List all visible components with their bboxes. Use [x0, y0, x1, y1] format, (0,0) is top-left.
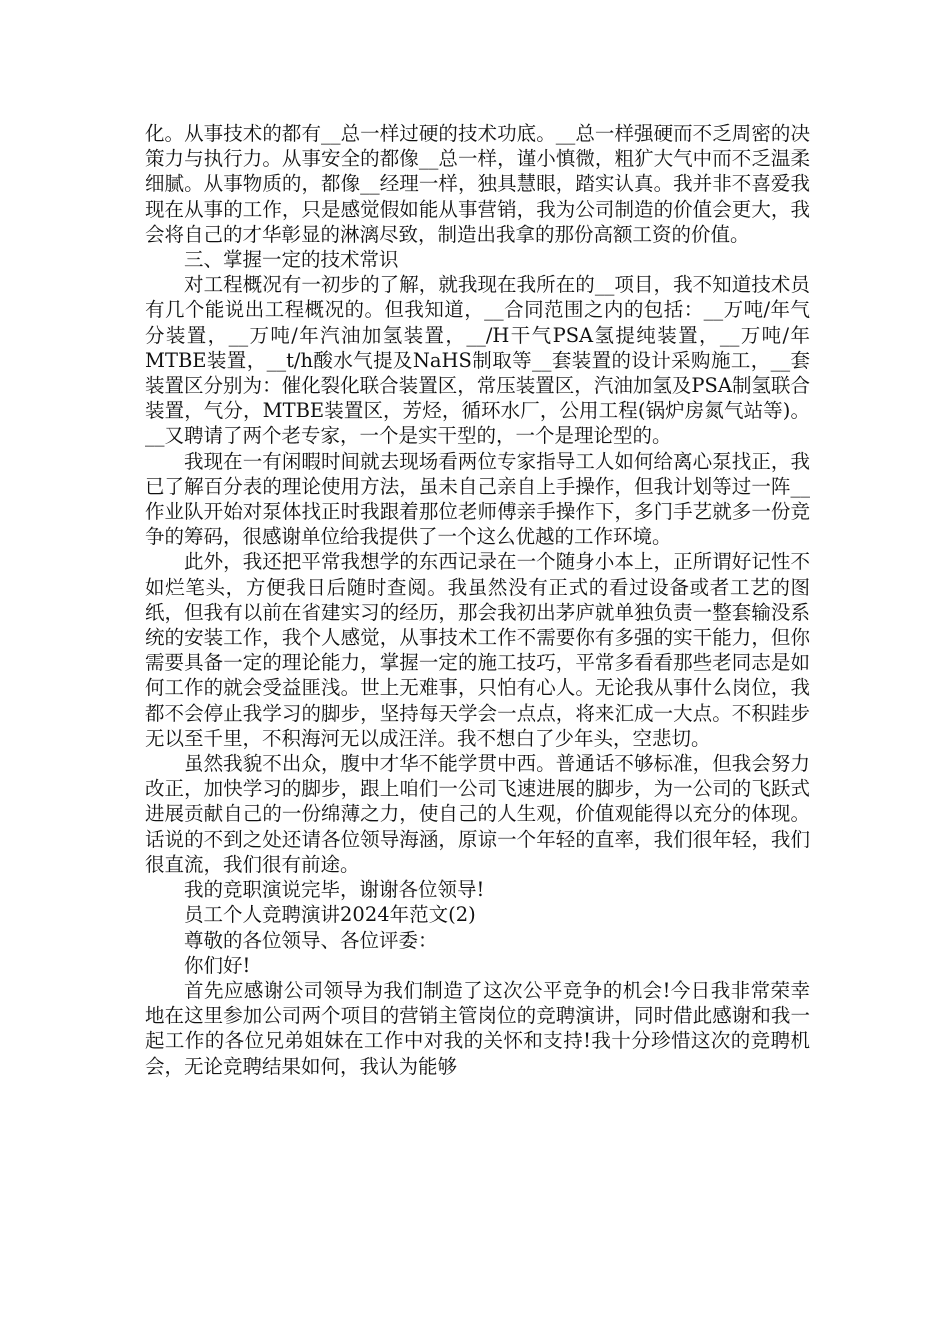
document-page	[145, 121, 810, 1079]
salutation-leaders: 尊敬的各位领导、各位评委：	[184, 928, 438, 952]
paragraph-self-improvement: 虽然我貌不出众，腹中才华不能学贯中西。普通话不够标准，但我会努力改正，加快学习的脚步，跟上咱们一公司飞速进展的脚步，为一公司的飞跃式进展贡献自己的一份绵薄之力，使自己的人生观，价值观能得以充分的体现。话说的不到之处还请各位领导海涵，原谅一个年轻的直率，我们很年轻，我们很直流，我们很有前途。	[145, 752, 810, 876]
section-title-speech-2: 员工个人竞聘演讲2024年范文(2)	[184, 903, 476, 927]
paragraph-1: 化。从事技术的都有__总一样过硬的技术功底。__总一样强硬而不乏周密的决策力与执行力。从事安全的都像__总一样，谨小慎微，粗犷大气中而不乏温柔细腻。从事物质的，都像__经理一样，独具慧眼，踏实认真。我并非不喜爱我现在从事的工作，只是感觉假如能从事营销，我为公司制造的价值会更大，我会将自己的才华彰显的淋漓尽致，制造出我拿的那份高额工资的价值。	[145, 122, 810, 246]
paragraph-pump-alignment: 我现在一有闲暇时间就去现场看两位专家指导工人如何给离心泵找正，我已了解百分表的理论使用方法，虽未自己亲自上手操作，但我计划等过一阵__作业队开始对泵体找正时我跟着那位老师傅亲手操作下，多门手艺就多一份竞争的筹码，很感谢单位给我提供了一个这么优越的工作环境。	[145, 449, 810, 549]
paragraph-opening-thanks: 首先应感谢公司领导为我们制造了这次公平竞争的机会!今日我非常荣幸地在这里参加公司两个项目的营销主管岗位的竞聘演讲，同时借此感谢和我一起工作的各位兄弟姐妹在工作中对我的关怀和支持!我十分珍惜这次的竞聘机会，无论竞聘结果如何，我认为能够	[145, 978, 810, 1078]
greeting: 你们好!	[184, 953, 251, 977]
section-heading-technical-knowledge: 三、掌握一定的技术常识	[184, 248, 399, 272]
paragraph-notebook-learning: 此外，我还把平常我想学的东西记录在一个随身小本上，正所谓好记性不如烂笔头，方便我日后随时查阅。我虽然没有正式的看过设备或者工艺的图纸，但我有以前在省建实习的经历，那会我初出茅庐就单独负责一整套输没系统的安装工作，我个人感觉，从事技术工作不需要你有多强的实干能力，但你需要具备一定的理论能力，掌握一定的施工技巧，平常多看看那些老同志是如何工作的就会受益匪浅。世上无难事，只怕有心人。无论我从事什么岗位，我都不会停止我学习的脚步，坚持每天学会一点点，将来汇成一大点。不积跬步无以至千里，不积海河无以成汪洋。我不想白了少年头，空悲切。	[145, 550, 810, 750]
paragraph-closing-thanks: 我的竞职演说完毕，谢谢各位领导!	[184, 878, 485, 902]
paragraph-project-overview: 对工程概况有一初步的了解，就我现在我所在的__项目，我不知道技术员有几个能说出工程概况的。但我知道，__合同范围之内的包括：__万吨/年气分装置，__万吨/年汽油加氢装置，__/H干气PSA氢提纯装置，__万吨/年MTBE装置，__t/h酸水气提及NaHS制取等__套装置的设计采购施工，__套装置区分别为：催化裂化联合装置区，常压装置区，汽油加氢及PSA制氢联合装置，气分，MTBE装置区，芳烃，循环水厂，公用工程(锅炉房氮气站等)。__又聘请了两个老专家，一个是实干型的，一个是理论型的。	[145, 273, 810, 448]
